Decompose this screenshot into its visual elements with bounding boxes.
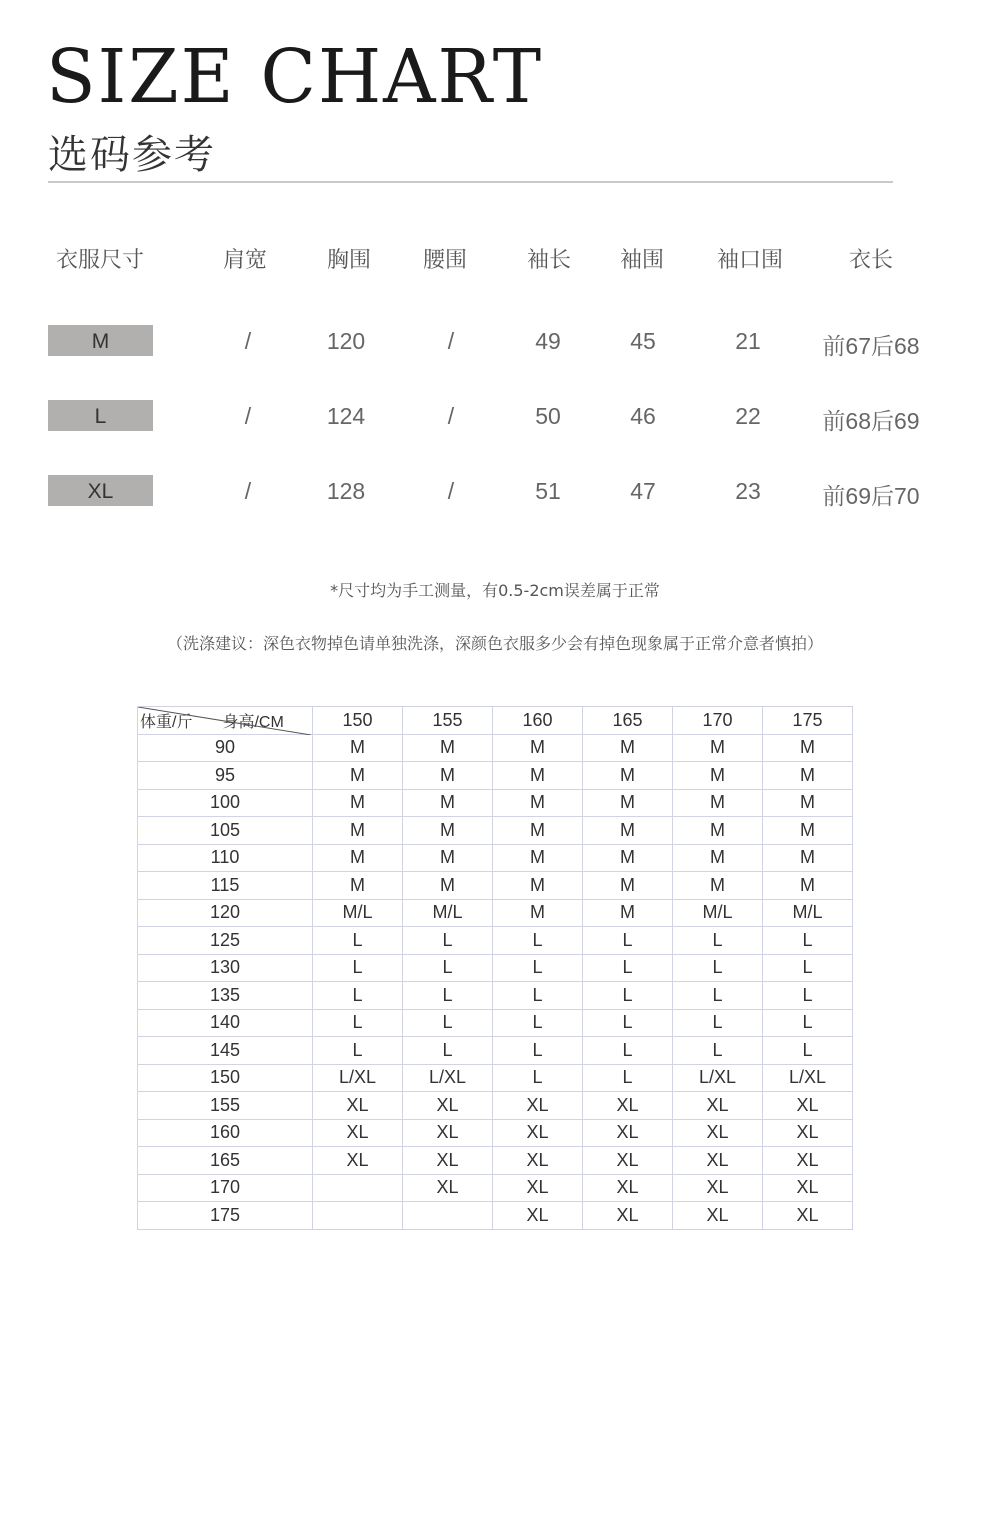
measurement-value: 47 xyxy=(630,478,656,504)
measurement-value: / xyxy=(244,403,252,429)
size-cell: XL xyxy=(763,1092,853,1120)
size-cell: L xyxy=(673,1009,763,1037)
size-cell: L xyxy=(583,1009,673,1037)
measurement-value: 45 xyxy=(630,328,656,354)
size-cell: L xyxy=(313,1037,403,1065)
size-cell: M xyxy=(493,844,583,872)
weight-cell: 130 xyxy=(138,954,313,982)
size-cell: M xyxy=(403,734,493,762)
size-cell: L xyxy=(673,982,763,1010)
measurement-value: 128 xyxy=(326,478,366,504)
weight-cell: 115 xyxy=(138,872,313,900)
weight-cell: 110 xyxy=(138,844,313,872)
height-label: 身高/CM xyxy=(222,713,284,731)
size-cell: M xyxy=(403,872,493,900)
size-cell: L xyxy=(493,927,583,955)
table-row xyxy=(138,817,853,845)
measurement-value: 120 xyxy=(326,328,366,354)
size-cell: XL xyxy=(403,1147,493,1175)
size-cell: XL xyxy=(313,1147,403,1175)
size-cell: M xyxy=(763,817,853,845)
size-cell: L xyxy=(673,927,763,955)
size-cell: L xyxy=(583,927,673,955)
size-cell: L xyxy=(493,1064,583,1092)
height-header: 165 xyxy=(583,707,673,735)
column-header: 胸围 xyxy=(326,248,372,273)
size-cell: L xyxy=(583,954,673,982)
size-cell: XL xyxy=(403,1092,493,1120)
size-cell: M xyxy=(313,762,403,790)
size-cell: XL xyxy=(763,1202,853,1230)
header-row xyxy=(138,707,853,735)
size-cell: M xyxy=(493,817,583,845)
column-header: 袖围 xyxy=(619,248,665,273)
size-cell: L xyxy=(403,1037,493,1065)
size-cell: XL xyxy=(493,1119,583,1147)
table-row xyxy=(138,927,853,955)
weight-cell: 140 xyxy=(138,1009,313,1037)
size-cell: M xyxy=(673,762,763,790)
weight-cell: 90 xyxy=(138,734,313,762)
table-row xyxy=(138,1009,853,1037)
height-header: 170 xyxy=(673,707,763,735)
size-cell: L xyxy=(493,1037,583,1065)
table-row xyxy=(138,1092,853,1120)
size-cell: M xyxy=(313,789,403,817)
size-badge: L xyxy=(48,400,153,431)
size-cell: M xyxy=(493,872,583,900)
size-cell: L xyxy=(583,1037,673,1065)
measurement-value: 23 xyxy=(735,478,761,504)
size-cell: M xyxy=(313,817,403,845)
measurement-value: 前68后69 xyxy=(822,408,920,434)
column-header: 肩宽 xyxy=(222,248,268,273)
table-row xyxy=(138,734,853,762)
column-header: 袖口围 xyxy=(716,248,784,273)
height-header: 155 xyxy=(403,707,493,735)
height-header: 175 xyxy=(763,707,853,735)
column-header: 袖长 xyxy=(526,248,572,273)
size-cell: L/XL xyxy=(763,1064,853,1092)
size-cell: M xyxy=(763,734,853,762)
size-cell: M xyxy=(313,734,403,762)
size-cell: XL xyxy=(763,1147,853,1175)
weight-cell: 95 xyxy=(138,762,313,790)
size-cell: L xyxy=(583,1064,673,1092)
size-badge: XL xyxy=(48,475,153,506)
size-cell: M xyxy=(583,734,673,762)
measurement-value: 21 xyxy=(735,328,761,354)
weight-cell: 155 xyxy=(138,1092,313,1120)
size-cell: XL xyxy=(673,1119,763,1147)
size-cell: L xyxy=(763,1009,853,1037)
size-cell: M xyxy=(673,844,763,872)
column-header: 腰围 xyxy=(422,248,468,273)
measurement-value: / xyxy=(447,403,455,429)
weight-cell: 150 xyxy=(138,1064,313,1092)
size-cell xyxy=(403,1202,493,1230)
size-cell: L xyxy=(763,954,853,982)
size-cell: L xyxy=(763,1037,853,1065)
size-cell: M xyxy=(583,817,673,845)
size-cell: XL xyxy=(583,1174,673,1202)
weight-cell: 160 xyxy=(138,1119,313,1147)
size-cell: M xyxy=(763,872,853,900)
table-row xyxy=(138,1174,853,1202)
weight-cell: 105 xyxy=(138,817,313,845)
size-cell: XL xyxy=(583,1147,673,1175)
size-cell: M xyxy=(493,762,583,790)
size-cell: L xyxy=(493,954,583,982)
size-cell: M xyxy=(763,762,853,790)
size-cell: M xyxy=(763,844,853,872)
measurement-value: 前69后70 xyxy=(822,483,920,509)
size-cell: L xyxy=(403,982,493,1010)
size-cell: M/L xyxy=(763,899,853,927)
size-cell: L xyxy=(403,927,493,955)
measurement-value: / xyxy=(244,328,252,354)
size-cell: L xyxy=(403,954,493,982)
page-title: SIZE CHART xyxy=(46,34,544,120)
size-cell: L xyxy=(763,927,853,955)
divider xyxy=(48,181,893,183)
size-cell: L xyxy=(673,954,763,982)
size-cell: L/XL xyxy=(403,1064,493,1092)
washing-note: （洗涤建议：深色衣物掉色请单独洗涤，深颜色衣服多少会有掉色现象属于正常介意者慎拍） xyxy=(166,634,823,653)
size-cell: M xyxy=(673,872,763,900)
size-cell: XL xyxy=(313,1119,403,1147)
size-cell: M/L xyxy=(403,899,493,927)
size-cell: M xyxy=(583,762,673,790)
size-cell: L xyxy=(583,982,673,1010)
table-row xyxy=(138,982,853,1010)
size-cell: XL xyxy=(583,1092,673,1120)
size-cell: XL xyxy=(673,1174,763,1202)
column-header: 衣服尺寸 xyxy=(55,248,145,273)
measurement-value: 46 xyxy=(630,403,656,429)
weight-cell: 100 xyxy=(138,789,313,817)
size-cell: M xyxy=(403,844,493,872)
size-cell xyxy=(313,1202,403,1230)
size-cell: L xyxy=(313,982,403,1010)
table-row xyxy=(138,899,853,927)
size-recommendation-table xyxy=(137,706,853,1230)
table-row xyxy=(138,1119,853,1147)
weight-cell: 125 xyxy=(138,927,313,955)
table-row xyxy=(138,762,853,790)
size-cell: XL xyxy=(493,1202,583,1230)
measurement-value: 前67后68 xyxy=(822,333,920,359)
size-cell: L xyxy=(313,954,403,982)
size-cell: M xyxy=(673,789,763,817)
weight-cell: 135 xyxy=(138,982,313,1010)
size-cell: M xyxy=(403,789,493,817)
size-cell: XL xyxy=(493,1174,583,1202)
size-cell: XL xyxy=(313,1092,403,1120)
size-cell: M xyxy=(583,844,673,872)
diagonal-line xyxy=(138,707,311,735)
weight-cell: 165 xyxy=(138,1147,313,1175)
table-row xyxy=(138,872,853,900)
size-cell: M xyxy=(583,899,673,927)
column-header: 衣长 xyxy=(848,248,894,273)
size-cell: XL xyxy=(763,1119,853,1147)
size-cell: M xyxy=(493,789,583,817)
weight-cell: 175 xyxy=(138,1202,313,1230)
measurement-value: / xyxy=(447,478,455,504)
size-cell: XL xyxy=(673,1092,763,1120)
size-cell: L/XL xyxy=(313,1064,403,1092)
size-cell: XL xyxy=(403,1174,493,1202)
measurement-value: 49 xyxy=(535,328,561,354)
size-cell: M xyxy=(403,817,493,845)
size-cell: XL xyxy=(673,1202,763,1230)
weight-cell: 120 xyxy=(138,899,313,927)
size-cell: XL xyxy=(763,1174,853,1202)
measurement-value: / xyxy=(447,328,455,354)
size-cell: M xyxy=(313,844,403,872)
measurement-value: 50 xyxy=(535,403,561,429)
table-row xyxy=(138,1064,853,1092)
measurement-value: 22 xyxy=(735,403,761,429)
size-cell: M/L xyxy=(313,899,403,927)
size-cell: M xyxy=(493,734,583,762)
measurement-value: 124 xyxy=(326,403,366,429)
table-row xyxy=(138,1202,853,1230)
table-row xyxy=(138,1147,853,1175)
size-badge: M xyxy=(48,325,153,356)
size-cell xyxy=(313,1174,403,1202)
size-cell: XL xyxy=(673,1147,763,1175)
table-row xyxy=(138,954,853,982)
table-row xyxy=(138,844,853,872)
height-header: 160 xyxy=(493,707,583,735)
page-subtitle: 选码参考 xyxy=(48,132,216,178)
size-cell: M xyxy=(583,872,673,900)
measurement-value: 51 xyxy=(535,478,561,504)
measurement-value: / xyxy=(244,478,252,504)
corner-cell xyxy=(138,707,313,735)
size-cell: M/L xyxy=(673,899,763,927)
weight-cell: 145 xyxy=(138,1037,313,1065)
size-cell: XL xyxy=(403,1119,493,1147)
size-cell: L/XL xyxy=(673,1064,763,1092)
size-cell: XL xyxy=(583,1202,673,1230)
weight-cell: 170 xyxy=(138,1174,313,1202)
size-cell: L xyxy=(493,982,583,1010)
size-cell: XL xyxy=(493,1147,583,1175)
size-cell: M xyxy=(493,899,583,927)
size-cell: XL xyxy=(583,1119,673,1147)
size-cell: M xyxy=(583,789,673,817)
table-row xyxy=(138,789,853,817)
size-cell: M xyxy=(673,734,763,762)
size-cell: L xyxy=(673,1037,763,1065)
size-cell: M xyxy=(403,762,493,790)
table-row xyxy=(138,1037,853,1065)
height-header: 150 xyxy=(313,707,403,735)
size-cell: L xyxy=(403,1009,493,1037)
size-cell: L xyxy=(493,1009,583,1037)
size-cell: L xyxy=(313,1009,403,1037)
size-cell: M xyxy=(673,817,763,845)
size-cell: L xyxy=(313,927,403,955)
weight-label: 体重/斤 xyxy=(140,713,193,731)
size-cell: L xyxy=(763,982,853,1010)
measure-note: *尺寸均为手工测量，有0.5-2cm误差属于正常 xyxy=(330,581,660,600)
size-cell: XL xyxy=(493,1092,583,1120)
size-cell: M xyxy=(763,789,853,817)
size-cell: M xyxy=(313,872,403,900)
